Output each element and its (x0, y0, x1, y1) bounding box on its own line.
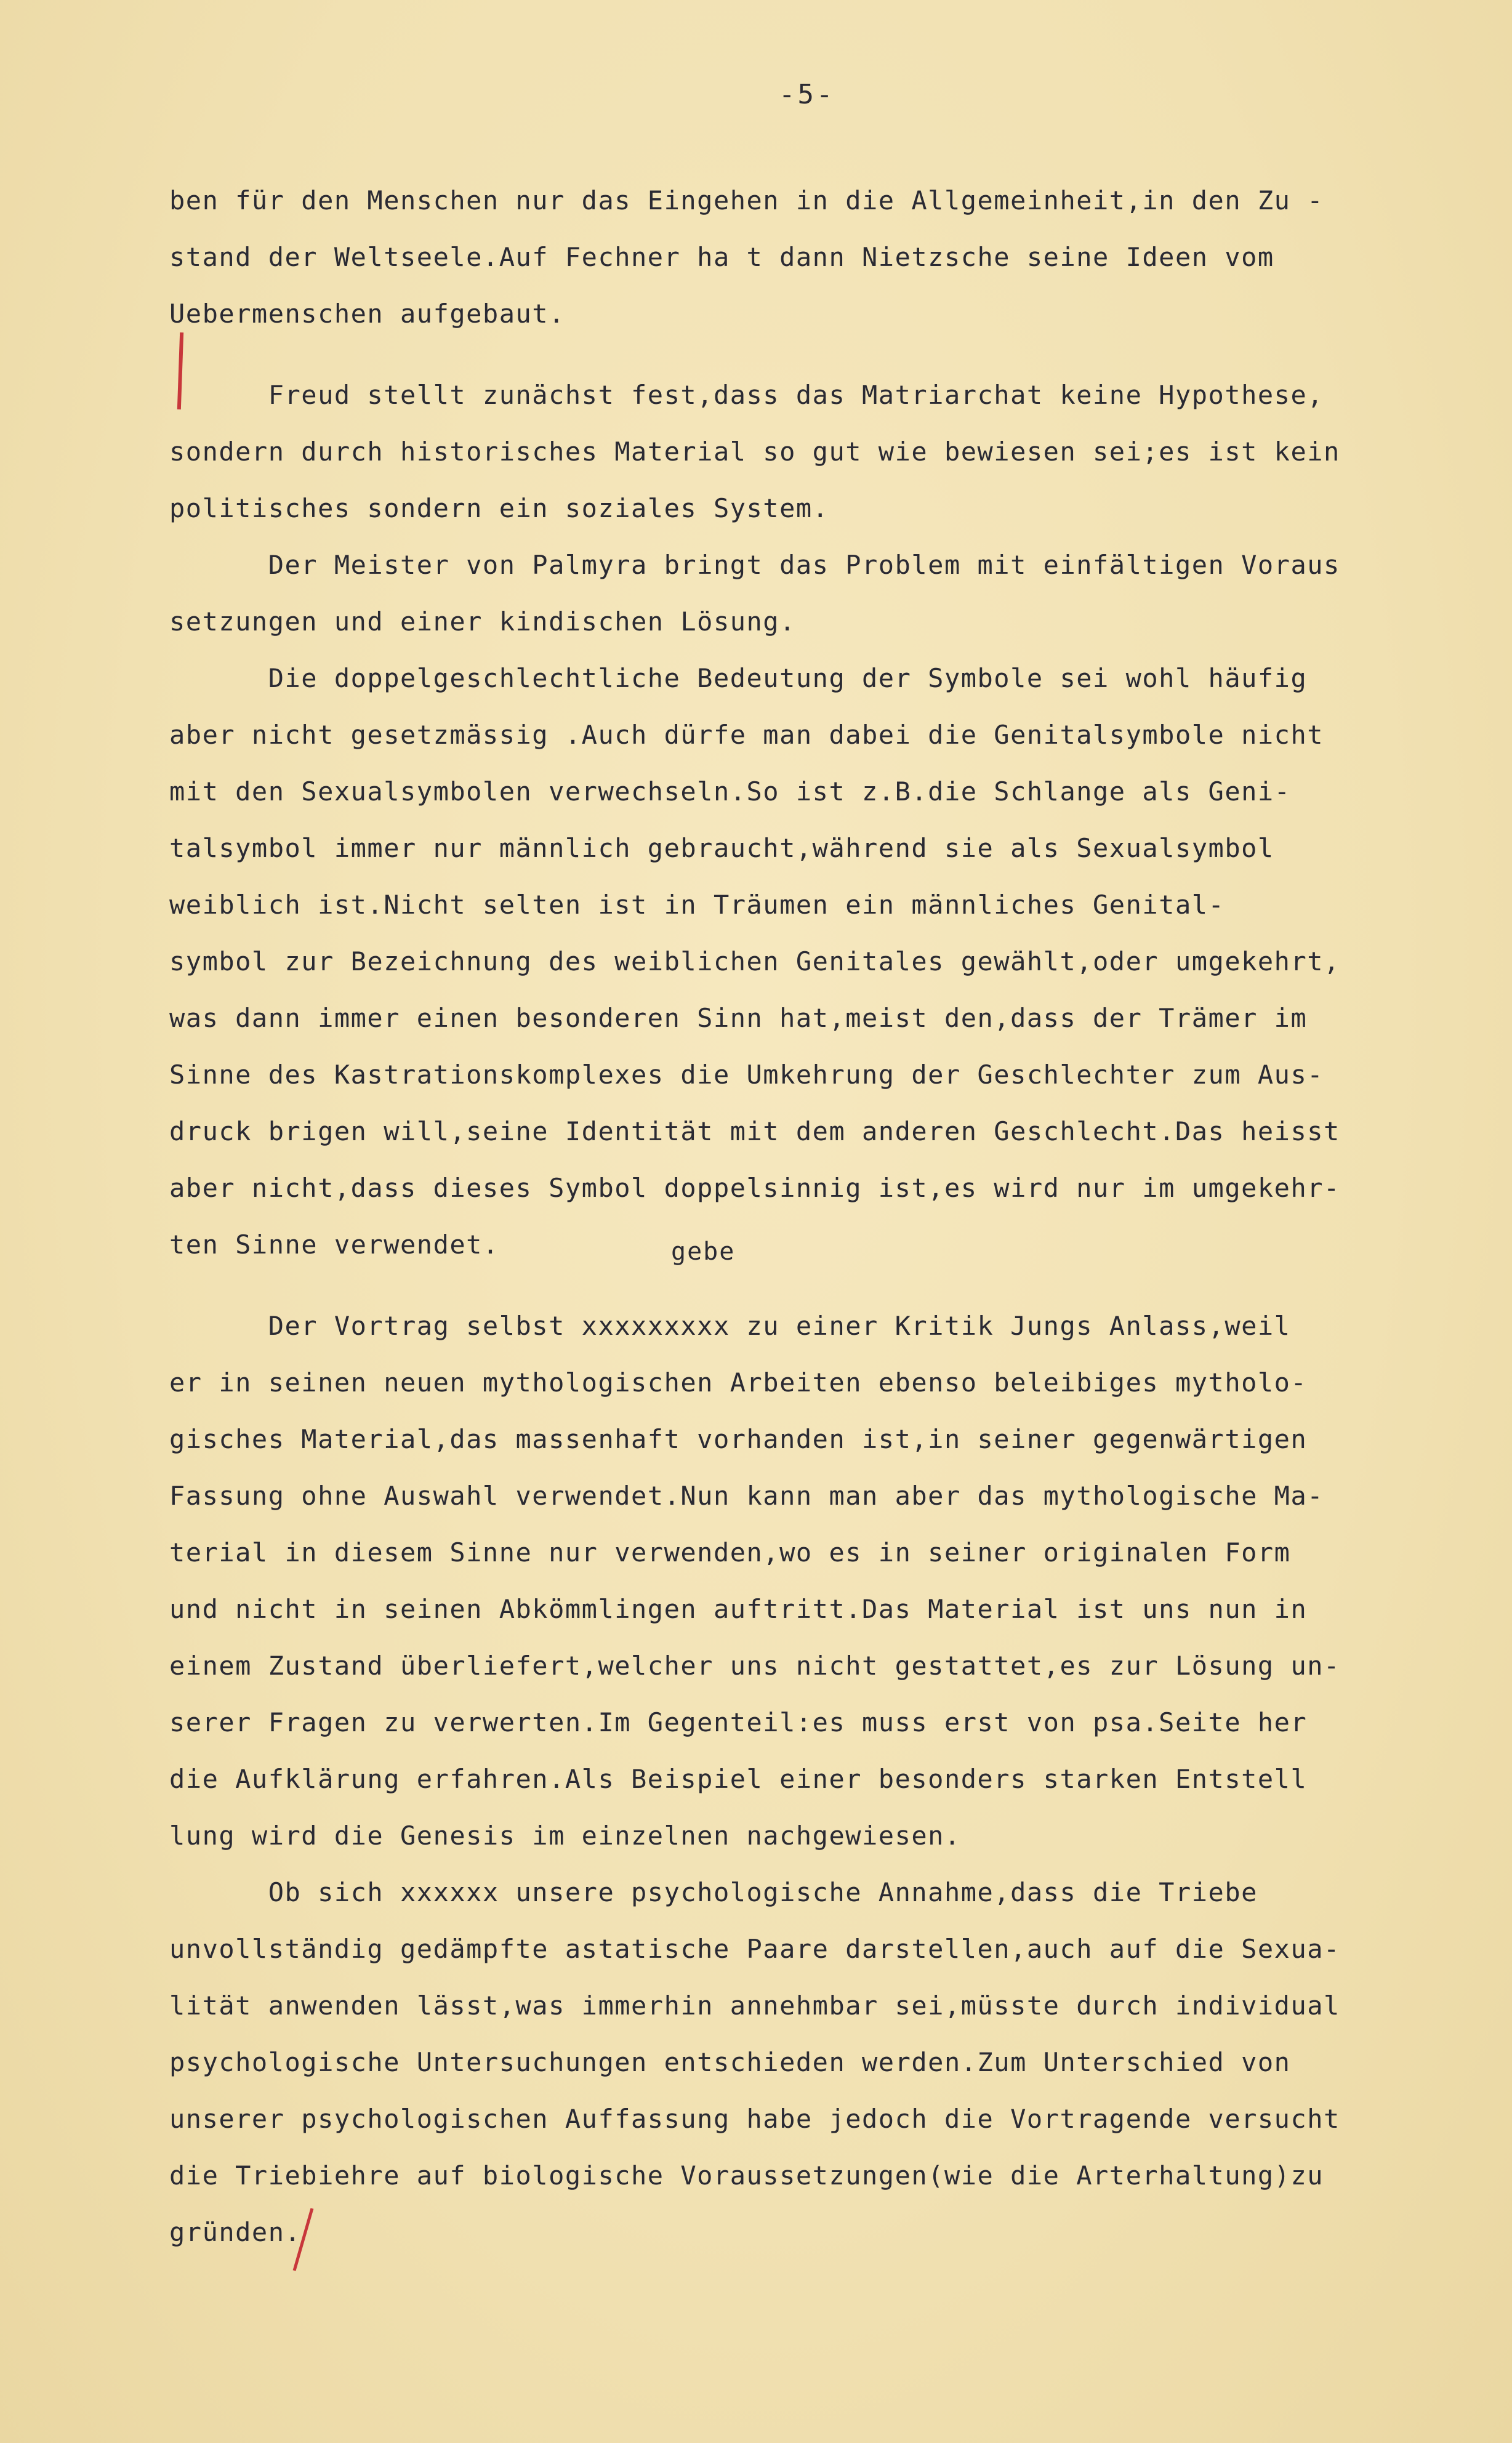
paragraph-gap (169, 342, 1493, 367)
text-line: psychologische Untersuchungen entschieden werden.Zum Unterschied von (169, 2047, 1291, 2077)
text-line: serer Fragen zu verwerten.Im Gegenteil:es muss erst von psa.Seite her (169, 1707, 1308, 1737)
text-line: lität anwenden lässt,was immerhin annehmbar sei,müsste durch individual (169, 1990, 1340, 2021)
text-line: aber nicht gesetzmässig .Auch dürfe man dabei die Genitalsymbole nicht (169, 720, 1324, 750)
text-line: terial in diesem Sinne nur verwenden,wo es in seiner originalen Form (169, 1537, 1291, 1568)
text-line: Der Meister von Palmyra bringt das Problem mit einfältigen Voraus (169, 550, 1340, 580)
text-line: ben für den Menschen nur das Eingehen in die Allgemeinheit,in den Zu - (169, 185, 1324, 215)
text-line: sondern durch historisches Material so gut wie bewiesen sei;es ist kein (169, 437, 1340, 467)
text-line: Die doppelgeschlechtliche Bedeutung der Symbole sei wohl häufig (169, 663, 1308, 693)
text-line: Ob sich xxxxxx unsere psychologische Annahme,dass die Triebe (169, 1877, 1258, 1907)
text-line: gründen. (169, 2217, 302, 2247)
text-line: symbol zur Bezeichnung des weiblichen Genitales gewählt,oder umgekehrt, (169, 946, 1340, 976)
text-line: Sinne des Kastrationskomplexes die Umkehrung der Geschlechter zum Aus- (169, 1060, 1324, 1090)
text-line: weiblich ist.Nicht selten ist in Träumen ein männliches Genital- (169, 890, 1225, 920)
text-line: stand der Weltseele.Auf Fechner ha t dann Nietzsche seine Ideen vom (169, 242, 1274, 272)
overtyped-correction: gebe (671, 1238, 736, 1266)
text-line: aber nicht,dass dieses Symbol doppelsinnig ist,es wird nur im umgekehr- (169, 1173, 1340, 1203)
page-number: -5- (779, 79, 835, 110)
text-line: unvollständig gedämpfte astatische Paare darstellen,auch auf die Sexua- (169, 1934, 1340, 1964)
text-line: Der Vortrag selbst xxxxxxxxx zu einer Kritik Jungs Anlass,weil (169, 1311, 1291, 1341)
text-line: gisches Material,das massenhaft vorhanden ist,in seiner gegenwärtigen (169, 1424, 1308, 1454)
paragraph-gap (169, 1273, 1493, 1298)
text-line: ten Sinne verwendet. (169, 1230, 499, 1260)
text-line: Freud stellt zunächst fest,dass das Matriarchat keine Hypothese, (169, 380, 1324, 410)
text-line: talsymbol immer nur männlich gebraucht,während sie als Sexualsymbol (169, 833, 1274, 863)
text-line: unserer psychologischen Auffassung habe jedoch die Vortragende versucht (169, 2104, 1340, 2134)
text-line: druck brigen will,seine Identität mit dem anderen Geschlecht.Das heisst (169, 1116, 1340, 1146)
text-line: mit den Sexualsymbolen verwechseln.So ist z.B.die Schlange als Geni- (169, 776, 1291, 807)
text-line: Fassung ohne Auswahl verwendet.Nun kann man aber das mythologische Ma- (169, 1481, 1324, 1511)
text-line: setzungen und einer kindischen Lösung. (169, 606, 796, 637)
text-line: einem Zustand überliefert,welcher uns nicht gestattet,es zur Lösung un- (169, 1651, 1340, 1681)
text-line: politisches sondern ein soziales System. (169, 493, 829, 523)
text-line: die Aufklärung erfahren.Als Beispiel einer besonders starken Entstell (169, 1764, 1308, 1794)
text-line: und nicht in seinen Abkömmlingen auftritt.Das Material ist uns nun in (169, 1594, 1308, 1624)
body-text (169, 172, 1493, 2261)
text-line: die Triebiehre auf biologische Voraussetzungen(wie die Arterhaltung)zu (169, 2160, 1324, 2191)
text-line: Uebermenschen aufgebaut. (169, 299, 565, 329)
text-line: was dann immer einen besonderen Sinn hat,meist den,dass der Trämer im (169, 1003, 1308, 1033)
text-line: lung wird die Genesis im einzelnen nachgewiesen. (169, 1821, 961, 1851)
text-line: er in seinen neuen mythologischen Arbeiten ebenso beleibiges mytholo- (169, 1367, 1308, 1398)
